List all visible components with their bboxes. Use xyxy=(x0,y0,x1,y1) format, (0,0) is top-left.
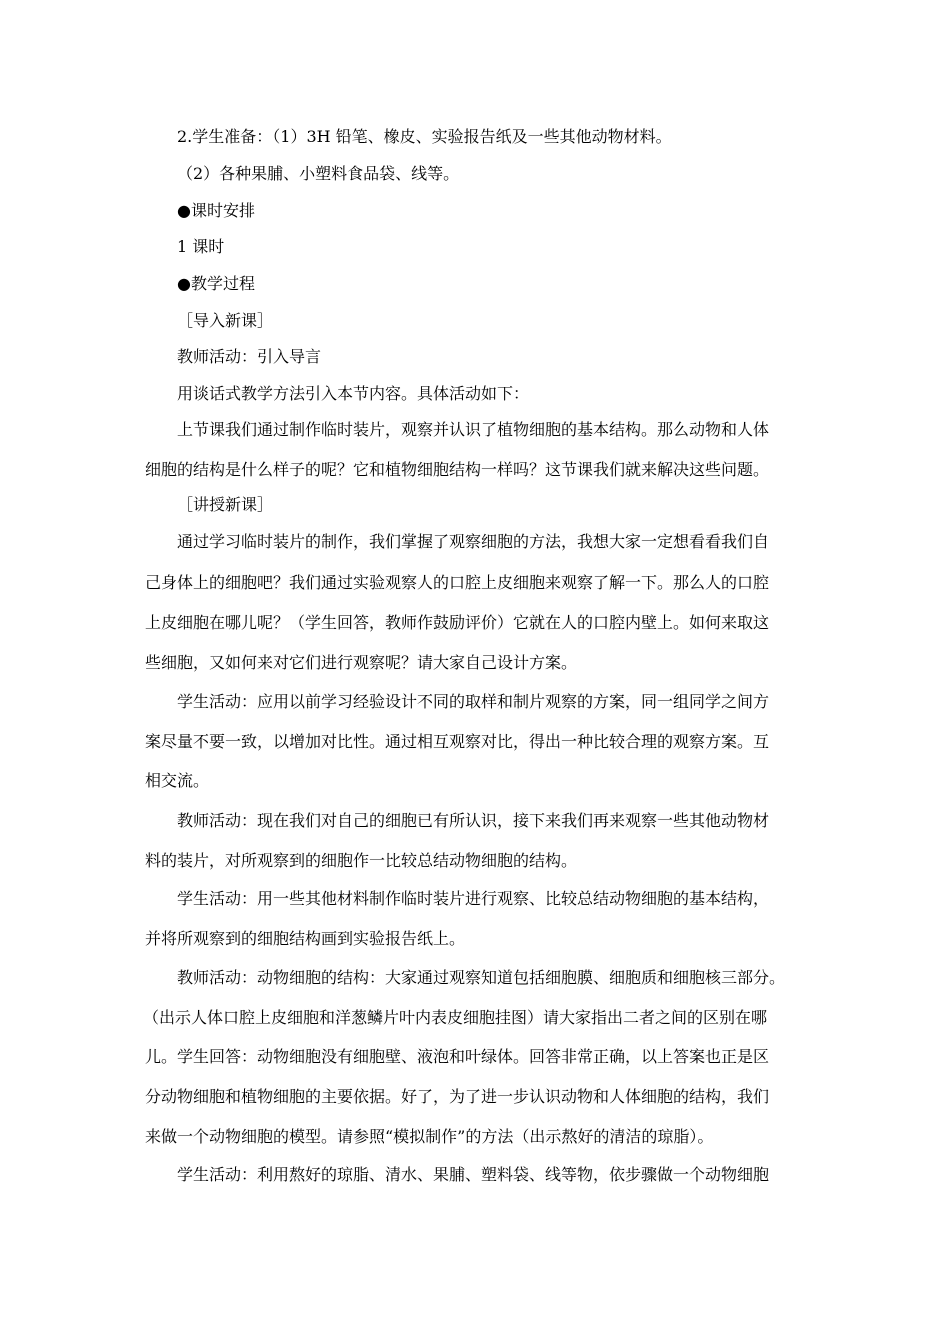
text-line: 1 课时 xyxy=(177,237,225,256)
text-line: 2.学生准备：（1）3H 铅笔、橡皮、实验报告纸及一些其他动物材料。 xyxy=(177,127,672,146)
text-line: 并将所观察到的细胞结构画到实验报告纸上。 xyxy=(145,929,466,948)
text-line: 学生活动：用一些其他材料制作临时装片进行观察、比较总结动物细胞的基本结构， xyxy=(177,889,770,908)
text-line: 些细胞，又如何来对它们进行观察呢？请大家自己设计方案。 xyxy=(145,653,578,672)
text-line: ●课时安排 xyxy=(177,201,255,220)
text-line: 细胞的结构是什么样子的呢？它和植物细胞结构一样吗？这节课我们就来解决这些问题。 xyxy=(145,460,770,479)
text-line: 教师活动：动物细胞的结构：大家通过观察知道包括细胞膜、细胞质和细胞核三部分。 xyxy=(177,968,786,987)
text-line: 儿。学生回答：动物细胞没有细胞壁、液泡和叶绿体。回答非常正确，以上答案也正是区 xyxy=(145,1047,770,1066)
text-line: ［导入新课］ xyxy=(177,311,274,330)
text-line: 分动物细胞和植物细胞的主要依据。好了，为了进一步认识动物和人体细胞的结构，我们 xyxy=(145,1087,770,1106)
text-line: 用谈话式教学方法引入本节内容。具体活动如下： xyxy=(177,384,530,403)
text-line: 学生活动：利用熬好的琼脂、清水、果脯、塑料袋、线等物，依步骤做一个动物细胞 xyxy=(177,1165,770,1184)
text-line: （出示人体口腔上皮细胞和洋葱鳞片叶内表皮细胞挂图）请大家指出二者之间的区别在哪 xyxy=(143,1008,768,1027)
text-line: ［讲授新课］ xyxy=(177,495,274,514)
text-line: 教师活动：现在我们对自己的细胞已有所认识，接下来我们再来观察一些其他动物材 xyxy=(177,811,770,830)
text-line: 相交流。 xyxy=(145,771,210,790)
text-line: 己身体上的细胞吧？我们通过实验观察人的口腔上皮细胞来观察了解一下。那么人的口腔 xyxy=(145,573,770,592)
text-line: 学生活动：应用以前学习经验设计不同的取样和制片观察的方案，同一组同学之间方 xyxy=(177,692,770,711)
text-line: 案尽量不要一致，以增加对比性。通过相互观察对比，得出一种比较合理的观察方案。互 xyxy=(145,732,770,751)
text-line: 上节课我们通过制作临时装片，观察并认识了植物细胞的基本结构。那么动物和人体 xyxy=(177,420,770,439)
text-line: ●教学过程 xyxy=(177,274,255,293)
text-line: 来做一个动物细胞的模型。请参照“模拟制作”的方法（出示熬好的清洁的琼脂）。 xyxy=(145,1127,714,1146)
text-line: 料的装片，对所观察到的细胞作一比较总结动物细胞的结构。 xyxy=(145,851,578,870)
text-line: （2）各种果脯、小塑料食品袋、线等。 xyxy=(177,164,460,183)
text-line: 通过学习临时装片的制作，我们掌握了观察细胞的方法，我想大家一定想看看我们自 xyxy=(177,532,770,551)
text-line: 教师活动：引入导言 xyxy=(177,347,322,366)
text-line: 上皮细胞在哪儿呢？（学生回答，教师作鼓励评价）它就在人的口腔内壁上。如何来取这 xyxy=(145,613,770,632)
